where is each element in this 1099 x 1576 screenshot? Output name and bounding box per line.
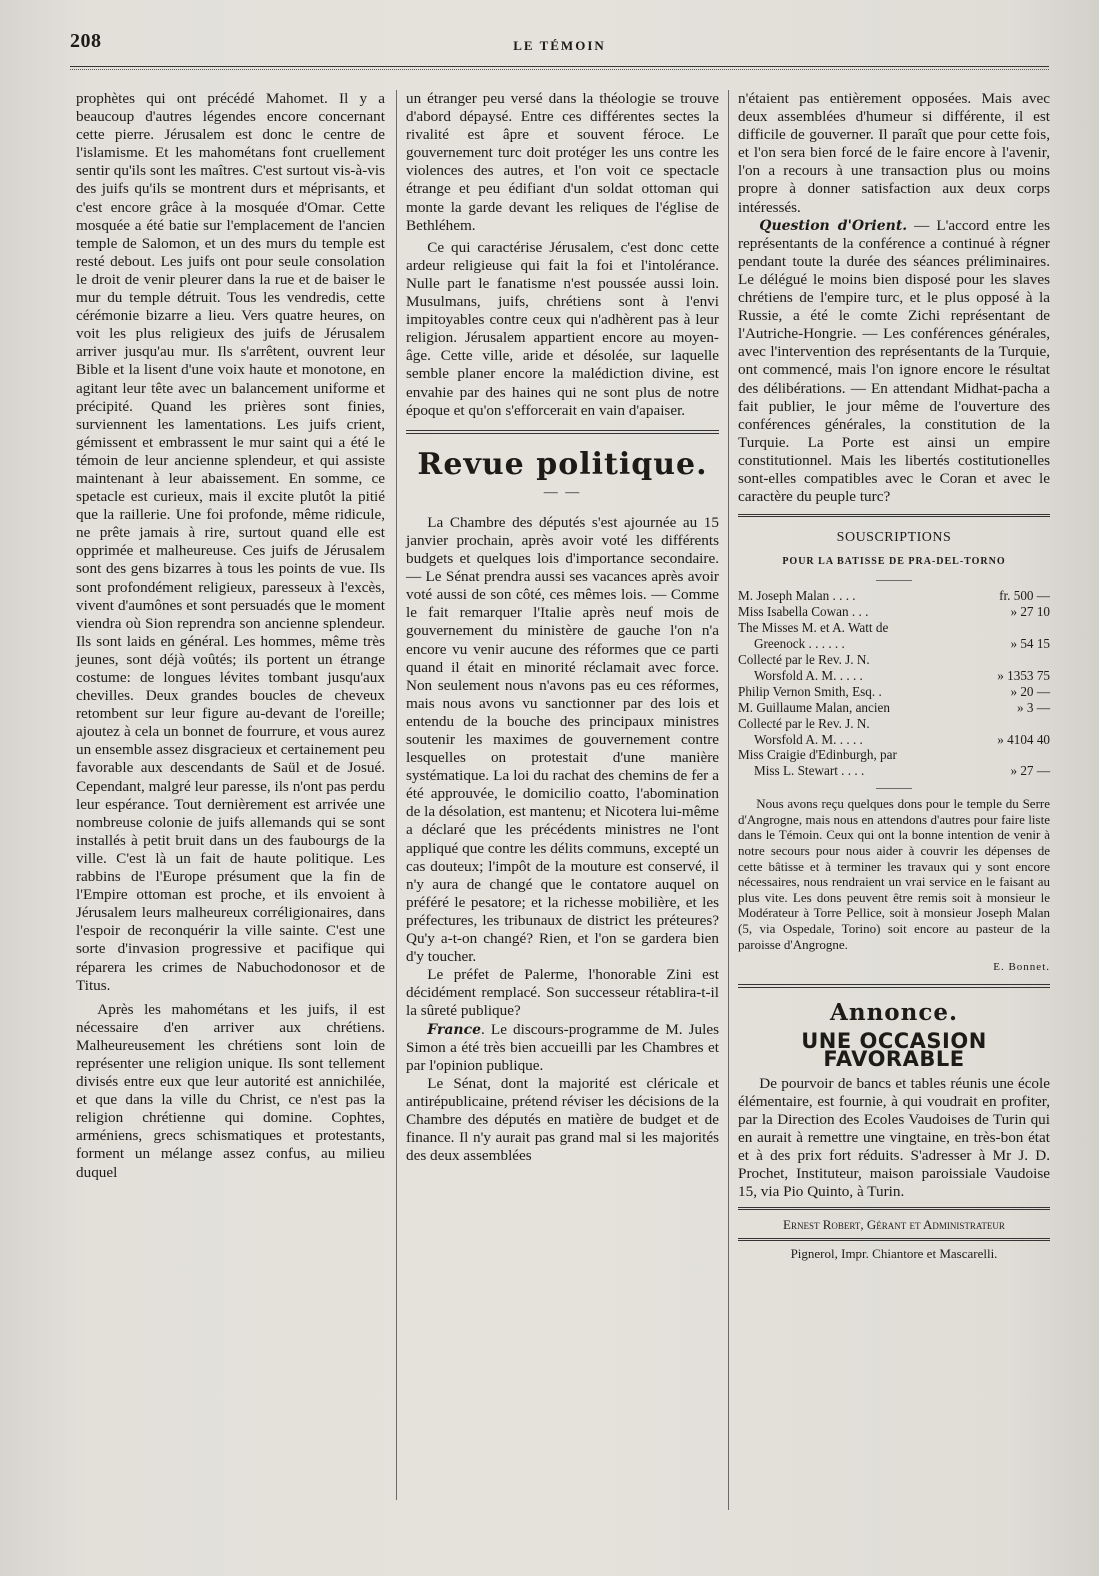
gerant-line: Ernest Robert, Gérant et Administrateur	[783, 1217, 1005, 1233]
section-rule	[738, 514, 1050, 517]
souscription-name: M. Joseph Malan . . . .	[738, 588, 856, 604]
column-divider	[728, 90, 729, 1510]
header-rule	[70, 66, 1049, 70]
dons-paragraph: Nous avons reçu quelques dons pour le temple du Serre d'Angrogne, mais nous en attendons d'autres pour faire liste dans le Témoin. Ceux qui ont la bonne intention de venir à notre secours pour nous aider à couvrir les dépenses de cette bâtisse et à terminer les travaux qui y sont encore nécessaires, nous rendraient un vrai service en le faisant au plus vite. Les dons peuvent être remis soit à monsieur le Modérateur à Torre Pellice, soit à monsieur Joseph Malan (5, via Ospedale, Torino) soit encore au pasteur de la paroisse d'Angrogne.	[738, 796, 1050, 952]
souscription-row	[738, 588, 1050, 604]
section-rule	[738, 984, 1050, 988]
article-paragraph: Le Sénat, dont la majorité est cléricale et antirépublicaine, prétend réviser les décisions de la Chambre des députés en matière de budget et de finance. Il n'y aurait pas grand mal si les majorités des deux assemblées	[406, 1074, 719, 1165]
article-paragraph: Après les mahométans et les juifs, il est nécessaire d'en arriver aux chrétiens. Malheureusement les chrétiens sont loin de représenter une religion unique. Ils sont tellement divisés entre eux que leur autorité est annichilée, et que dans la ville du Christ, ce n'est pas la religion chrétienne qui domine. Cophtes, arméniens, grecs schismatiques et protestants, forment un mélange assez confus, au milieu duquel	[76, 1000, 385, 1181]
short-dash: ———	[876, 572, 912, 587]
page-header	[70, 30, 1049, 60]
souscription-row	[738, 652, 1050, 668]
journal-title: LE TÉMOIN	[513, 38, 606, 53]
column-2	[406, 90, 719, 1165]
souscription-row	[738, 620, 1050, 636]
column-divider	[396, 90, 397, 1500]
column-1	[76, 90, 385, 1182]
signature: E. Bonnet.	[993, 961, 1050, 974]
souscription-row	[738, 763, 1050, 779]
article-paragraph: prophètes qui ont précédé Mahomet. Il y a beaucoup d'autres légendes encore concernant cette pierre. Jérusalem est donc le centre de l'islamisme. Et les mahométans font cruellement sentir qu'ils sont les maîtres. C'est surtout vis-à-vis des juifs qu'ils se montrent durs et méprisants, et c'est encore grâce à la mosquée d'Omar. Cette mosquée a été batie sur l'emplacement de l'ancien temple de Salomon, et un des murs du temple est resté debout. Les juifs ont pour seule consolation le droit de venir pleurer dans la rue et de baiser le mur du temple détruit. Tous les vendredis, cette cérémonie bizarre a lieu. Vers quatre heures, on voit les plus religieux des juifs de Jérusalem arriver jusqu'au mur. Ils s'arrêtent, ouvrent leur Bible et la lisent d'une voix haute et monotone, en agitant leur tête avec un balancement uniforme et précipité. Quand les prières sont finies, surviennent les lamentations. Les juifs crient, gémissent et embrassent le mur saint qui a été le témoin de leur ancienne splendeur, et qui assiste maintenant à leur abaissement. En somme, ce spetacle est curieux, mais il excite plutôt la pitié que la raillerie. Une foi profonde, même ridicule, ne prête jamais à rire, surtout quand elle est opprimée et malheureuse. Ces juifs de Jérusalem sont des gens bizarres à tous les points de vue. Ils sont profondément religieux, paresseux à l'excès, vivent d'aumônes et sont persuadés que le moment viendra où Sion reprendra son ancienne splendeur. Ils sont laids en général. Les hommes, même très jeunes, sont déjà voûtés; ils portent un étrange costume: de longues lévites tombant jusqu'aux chevilles. Deux grandes boucles de cheveux retombent sur leur figure au-devant de l'oreille; ajoutez à cela un bonnet de fourrure, et vous aurez un ensemble assez disgracieux et certainement peu favorable aux descendants de Saül et de Josué. Cependant, malgré leur paresse, ils n'ont pas perdu leur espérance. Tout dernièrement est arrivée une nombreuse colonie de juifs allemands qui se sont installés à petit bruit dans un des faubourgs de la ville. C'est là un fait de haute politique. Les rabbins de l'Europe présument que la fin de l'Empire ottoman est proche, et ils envoient à Jérusalem leurs malheureux corréligionaires, dans l'espoir de reconquérir la ville sainte. C'est une sorte d'invasion progressive et pacifique qui réparera les crimes de Nabuchodonosor et de Titus.	[76, 90, 385, 994]
souscription-row	[738, 747, 1050, 763]
annonce-title: Annonce.	[830, 999, 958, 1027]
souscriptions-title: SOUSCRIPTIONS	[836, 530, 952, 546]
ad-paragraph: De pourvoir de bancs et tables réunis une école élémentaire, est fournie, à qui voudrait en profiter, par la Direction des Ecoles Vaudoises de Turin qui en aurait à remettre une vingtaine, en très-bon état et à des prix fort réduits. S'adresser à Mr J. D. Prochet, Instituteur, maison paroissiale Vaudoise 15, via Pio Quinto, à Turin.	[738, 1074, 1050, 1201]
souscription-row	[738, 636, 1050, 652]
article-paragraph: La Chambre des députés s'est ajournée au 15 janvier prochain, après avoir voté les différents budgets et quelques lois d'importance secondaire. — Le Sénat prendra aussi ses vacances après avoir voté aussi de son côté, ces mêmes lois. — Comme le fait remarquer l'Italie après neuf mois de gouvernement du ministère de gauche l'on n'a encore vu venir aucune des réformes que ce parti quand il était en minorité réclamait avec force. Non seulement nous n'avons pas eu ces réformes, mais nous avons vu sanctionner par des lois et entendu de la bouche des principaux ministres soutenir les maximes de gouvernement contre lesquelles on protestait d'une manière systématique. La loi du rachat des chemins de fer a été approuvée, le domicilio coatto, l'abomination de la désolation, est mantenu; et Nicotera lui-même a déclaré que les précédents ministres ne l'ont appliqué que contre les délits communs, excepté un cas douteux; l'impôt de la mouture est conservé, il n'y aura de changé que le contatore auquel on préféré le pesatore; et la richesse mobilière, et les préfectures, les tribunaux de district les préteures? Qu'y a-t-on changé? Rien, et l'on se gardera bien d'y toucher.	[406, 513, 719, 966]
souscription-name: Collecté par le Rev. J. N.	[738, 651, 870, 667]
souscription-amount	[968, 652, 1050, 668]
souscription-amount: » 3 —	[1017, 699, 1050, 715]
imprimeur-line: Pignerol, Impr. Chiantore et Mascarelli.	[790, 1246, 998, 1262]
souscription-amount	[968, 747, 1050, 763]
section-dash: — —	[543, 484, 582, 500]
souscription-amount	[968, 620, 1050, 636]
souscription-row	[738, 684, 1050, 700]
article-paragraph: Le préfet de Palerme, l'honorable Zini est décidément remplacé. Son successeur rétablira-t-il la sûreté publique?	[406, 966, 719, 1020]
souscription-row	[738, 668, 1050, 684]
souscription-amount: » 27 —	[1010, 763, 1050, 779]
souscription-row	[738, 716, 1050, 732]
article-paragraph	[406, 1021, 719, 1075]
souscription-amount: » 20 —	[1010, 683, 1050, 699]
ad-headline: UNE OCCASION FAVORABLE	[801, 1029, 987, 1072]
souscription-name: Philip Vernon Smith, Esq. .	[738, 683, 882, 699]
souscription-name: Collecté par le Rev. J. N.	[738, 715, 870, 731]
souscription-row	[738, 604, 1050, 620]
orient-heading: Question d'Orient.	[759, 217, 908, 234]
souscription-name: Worsfold A. M. . . . .	[754, 667, 863, 683]
souscription-name: Miss Craigie d'Edinburgh, par	[738, 747, 897, 763]
souscription-amount: » 4104 40	[997, 731, 1050, 747]
article-paragraph	[738, 217, 1050, 507]
france-text: . Le discours-programme de M. Jules Simon a été très bien accueilli par les Chambres et par l'opinion publique.	[406, 1020, 719, 1074]
souscriptions-list	[738, 588, 1050, 779]
souscription-name: Miss L. Stewart . . . .	[754, 763, 865, 779]
column-3	[738, 90, 1050, 1263]
souscription-name: Miss Isabella Cowan . . .	[738, 604, 869, 620]
section-rule	[738, 1238, 1050, 1241]
short-dash: ———	[876, 780, 912, 795]
article-paragraph: n'étaient pas entièrement opposées. Mais avec deux assemblées d'humeur si différente, il est difficile de gouverner. Il paraît que pour cette fois, et l'on sera bien forcé de le faire encore à l'avenir, l'on a recours à une transaction plus ou moins propre à donner satisfaction aux deux corps intéressés.	[738, 90, 1050, 216]
souscription-amount	[968, 716, 1050, 732]
souscription-name: Greenock . . . . . .	[754, 636, 845, 652]
souscriptions-subtitle: POUR LA BATISSE DE PRA-DEL-TORNO	[782, 556, 1006, 568]
section-title: Revue politique.	[417, 446, 708, 482]
souscription-amount: » 27 10	[1010, 604, 1050, 620]
section-rule	[406, 430, 719, 434]
souscription-amount: fr. 500 —	[999, 588, 1050, 604]
section-rule	[738, 1207, 1050, 1210]
souscription-row	[738, 732, 1050, 748]
souscription-row	[738, 700, 1050, 716]
souscription-name: Worsfold A. M. . . . .	[754, 731, 863, 747]
orient-text: — L'accord entre les représentants de la conférence a continué à régner pendant toute la durée des séances préliminaires. Le délégué le moins bien disposé pour les slaves chrétiens de l'empire turc, et le plus opposé à la Russie, a été le comte Zichi représentant de l'Autriche-Hongrie. — Les conférences générales, avec l'intervention des représentants de la Turquie, ont commencé, mais l'on ignore encore le résultat des délibérations. — En attendant Midhat-pacha a fait publier, le jour même de l'ouverture des conférences générales, la constitution de la Turquie. La Porte est ainsi un empire constitutionnel. Mais les libertés costitutionelles sont-elles compatibles avec le Coran et avec le caractère du peuple turc?	[738, 216, 1050, 506]
souscription-amount: » 1353 75	[997, 667, 1050, 683]
france-heading: France	[427, 1021, 482, 1038]
article-paragraph: Ce qui caractérise Jérusalem, c'est donc cette ardeur religieuse qui fait la foi et l'intolérance. Nulle part le fanatisme n'est poussée aussi loin. Musulmans, juifs, chrétiens sont à l'envi impitoyables contre ceux qui n'adhèrent pas à leur religion. Jérusalem appartient encore au moyen-âge. Cette ville, aride et désolée, sur laquelle semble planer encore la malédiction divine, est envahie par des haines qui ne sont plus de notre époque et qu'on s'efforcerait en vain d'apaiser.	[406, 238, 719, 419]
page-number: 208	[70, 30, 102, 52]
souscription-name: M. Guillaume Malan, ancien	[738, 699, 890, 715]
souscription-amount: » 54 15	[1010, 636, 1050, 652]
article-paragraph: un étranger peu versé dans la théologie se trouve d'abord dépaysé. Entre ces différentes sectes la rivalité est âpre et souvent féroce. Le gouvernement turc doit protéger les uns contre les violences des autres, et l'on voit ce spectacle étrange et peu édifiant d'un soldat ottoman qui monte la garde devant les reliques de l'église de Bethléhem.	[406, 90, 719, 234]
souscription-name: The Misses M. et A. Watt de	[738, 620, 889, 636]
